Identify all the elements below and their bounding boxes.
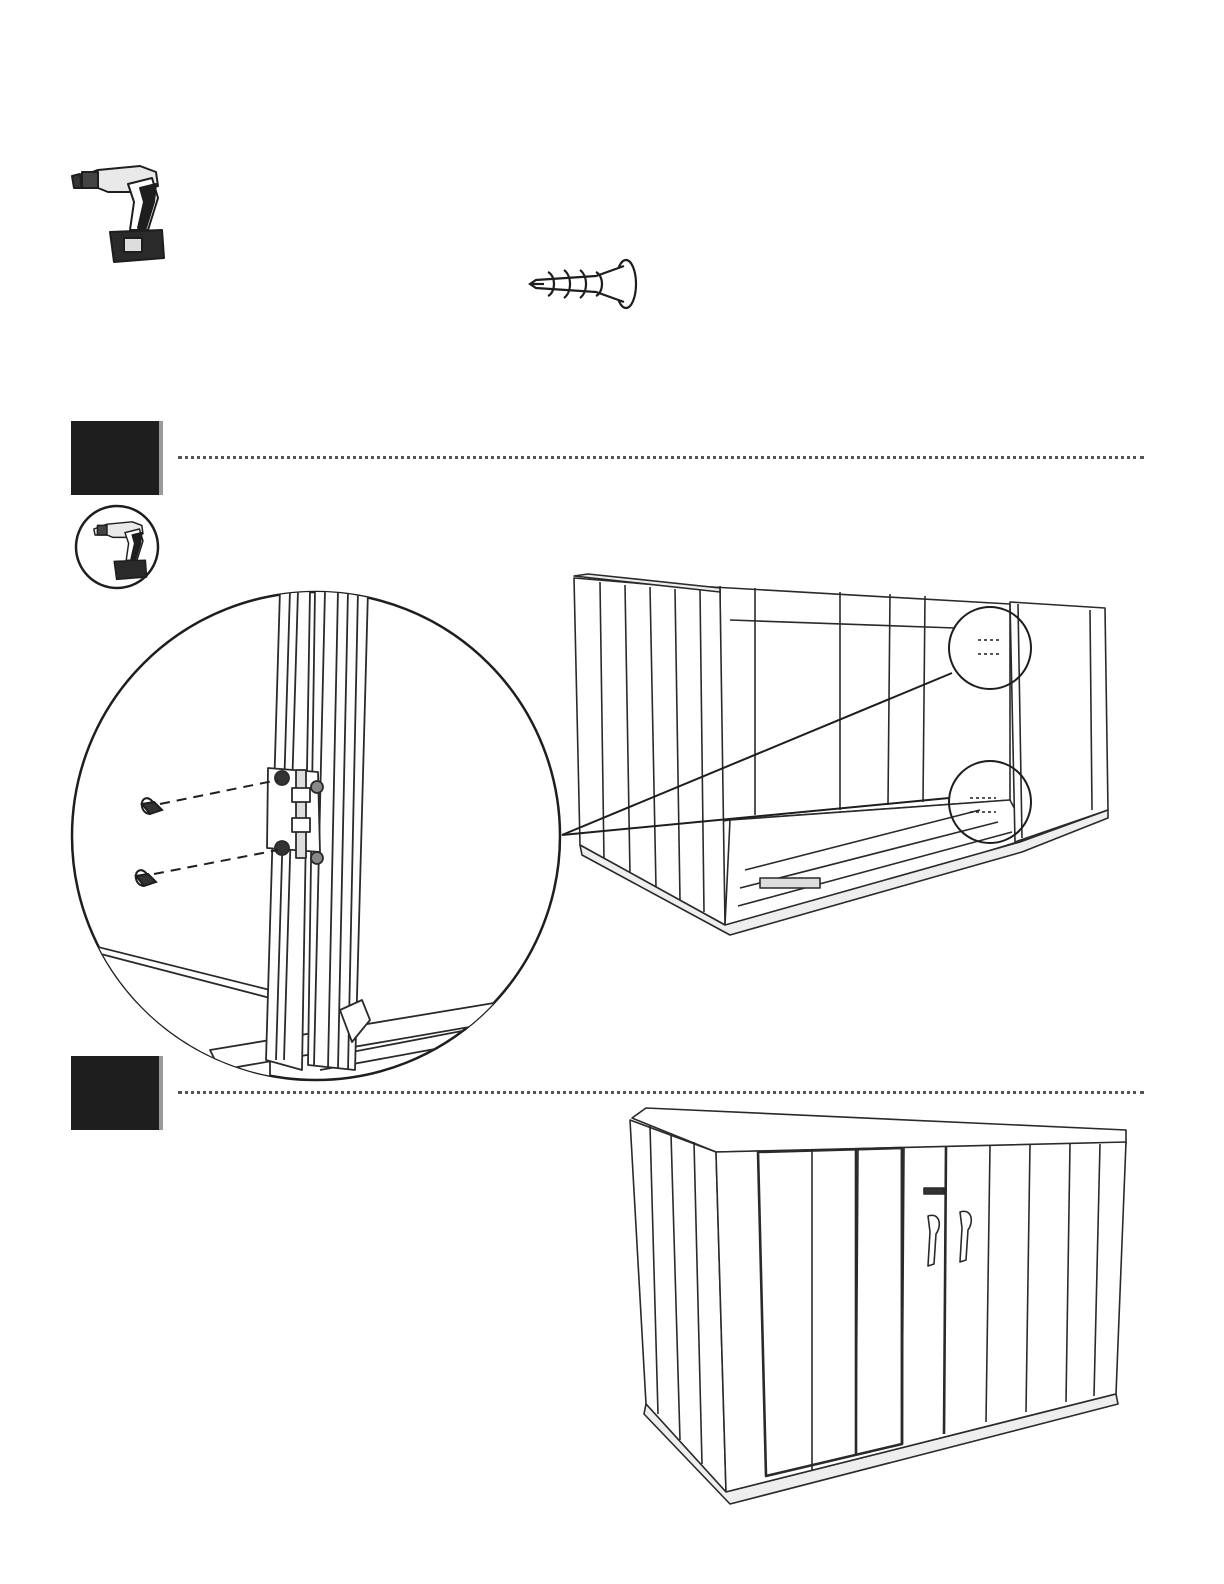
step-number-block-b [71,1056,159,1130]
shed-open-perspective [560,570,1120,940]
shed-closed-perspective [626,1104,1132,1498]
step-divider-b [178,1091,1144,1094]
drill-icon [68,158,168,268]
self-tapping-screw-icon [526,256,642,312]
drill-required-badge [73,503,161,591]
step-number-block-a [71,421,159,495]
hinge-detail-magnified [70,590,564,1084]
step-divider-a [178,456,1144,459]
